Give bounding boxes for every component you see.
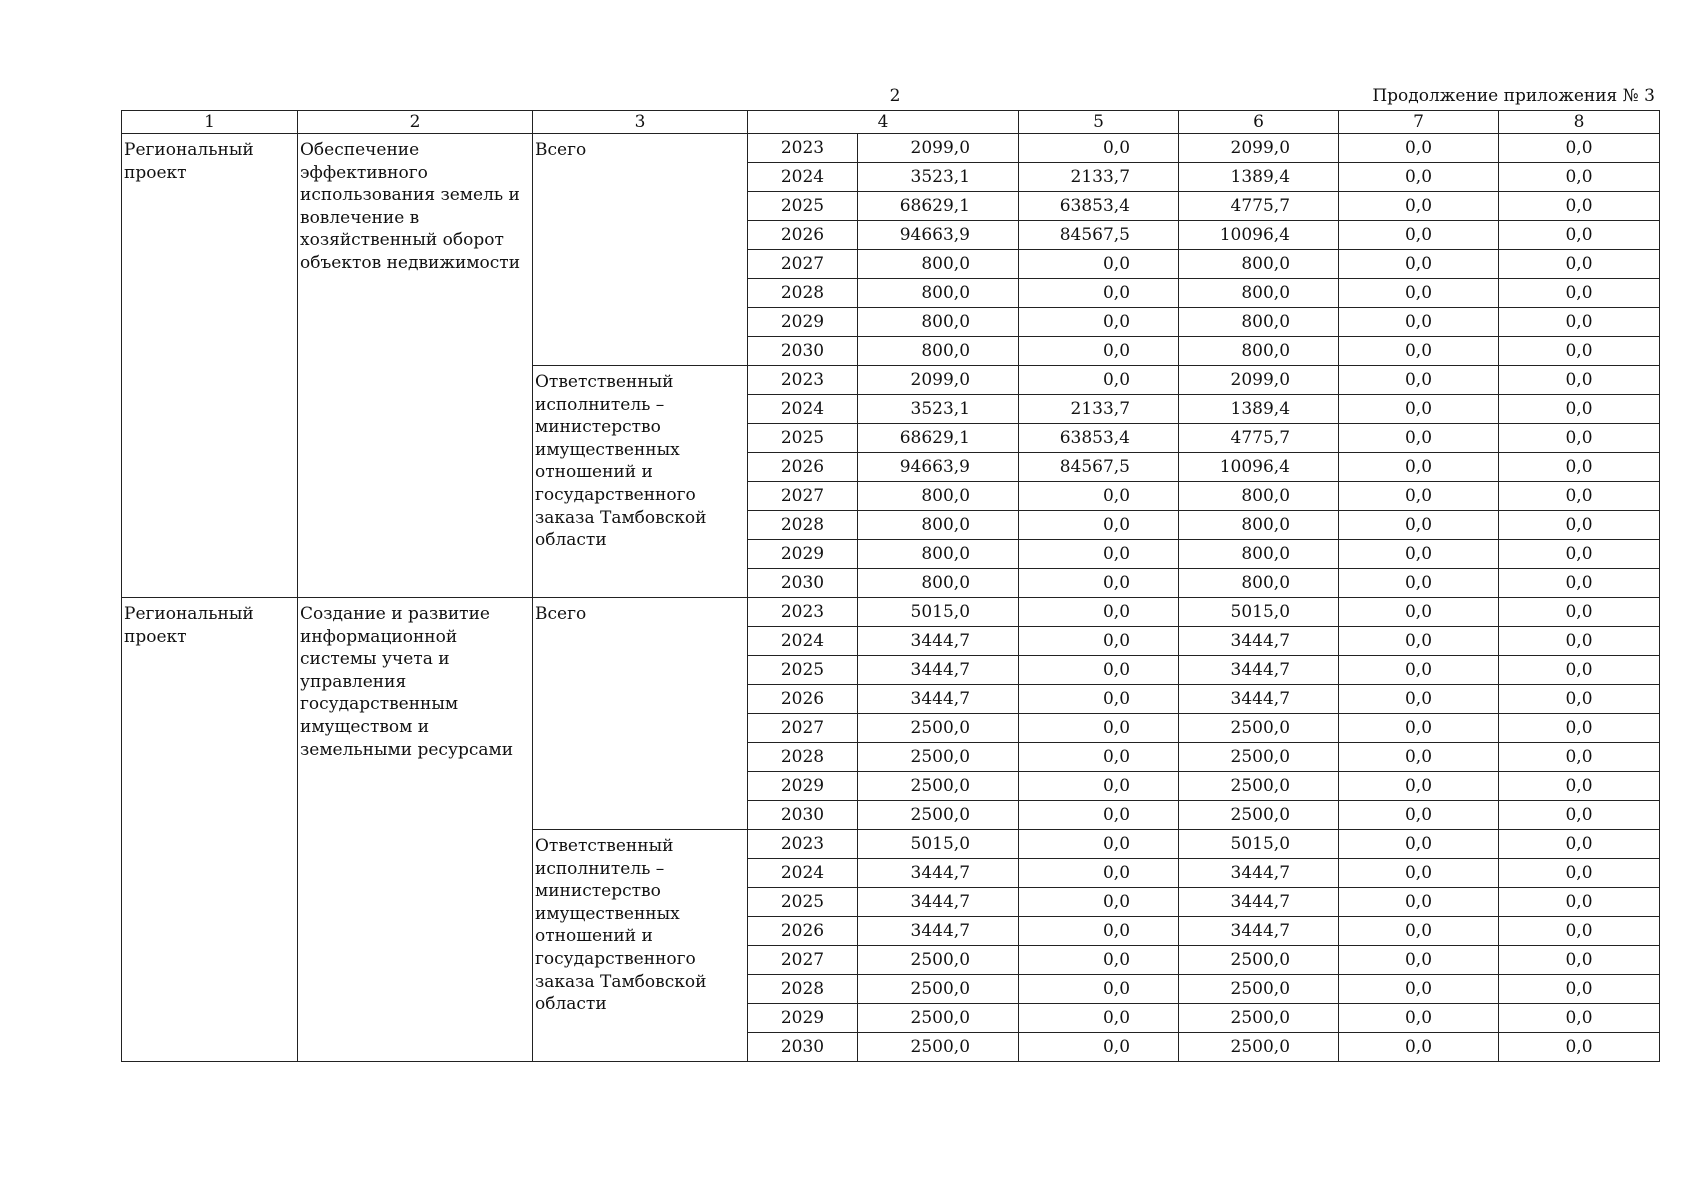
regional-cell: 3444,7 [1179,859,1339,888]
col7-cell: 0,0 [1339,569,1499,598]
col8-cell: 0,0 [1499,946,1660,975]
regional-cell: 2500,0 [1179,1004,1339,1033]
col8-cell: 0,0 [1499,192,1660,221]
col-header-5: 5 [1019,111,1179,134]
col7-cell: 0,0 [1339,453,1499,482]
col7-cell: 0,0 [1339,1004,1499,1033]
col7-cell: 0,0 [1339,366,1499,395]
total-cell: 5015,0 [858,598,1019,627]
project-name: Создание и развитие информационной системы учета и управления государственным имуществом и земельными ресурсами [298,598,533,1062]
col8-cell: 0,0 [1499,801,1660,830]
regional-cell: 2099,0 [1179,366,1339,395]
regional-cell: 800,0 [1179,337,1339,366]
table-row [122,598,1660,627]
regional-cell: 2500,0 [1179,714,1339,743]
regional-cell: 3444,7 [1179,656,1339,685]
col8-cell: 0,0 [1499,1033,1660,1062]
col8-cell: 0,0 [1499,337,1660,366]
federal-cell: 0,0 [1019,946,1179,975]
page-number: 2 [889,86,901,106]
regional-cell: 3444,7 [1179,917,1339,946]
regional-cell: 800,0 [1179,482,1339,511]
total-cell: 3444,7 [858,859,1019,888]
regional-cell: 2500,0 [1179,946,1339,975]
regional-cell: 2500,0 [1179,743,1339,772]
year-cell: 2027 [748,482,858,511]
year-cell: 2028 [748,975,858,1004]
federal-cell: 0,0 [1019,656,1179,685]
col7-cell: 0,0 [1339,743,1499,772]
total-cell: 2500,0 [858,801,1019,830]
total-cell: 2500,0 [858,975,1019,1004]
col7-cell: 0,0 [1339,830,1499,859]
total-cell: 3523,1 [858,395,1019,424]
total-cell: 800,0 [858,308,1019,337]
col8-cell: 0,0 [1499,714,1660,743]
col8-cell: 0,0 [1499,163,1660,192]
federal-cell: 0,0 [1019,830,1179,859]
header-row [122,111,1660,134]
year-cell: 2026 [748,917,858,946]
total-cell: 2500,0 [858,743,1019,772]
col7-cell: 0,0 [1339,772,1499,801]
federal-cell: 0,0 [1019,337,1179,366]
col7-cell: 0,0 [1339,801,1499,830]
col7-cell: 0,0 [1339,424,1499,453]
col8-cell: 0,0 [1499,511,1660,540]
federal-cell: 0,0 [1019,279,1179,308]
col8-cell: 0,0 [1499,308,1660,337]
regional-cell: 2500,0 [1179,975,1339,1004]
total-cell: 68629,1 [858,192,1019,221]
year-cell: 2029 [748,540,858,569]
col7-cell: 0,0 [1339,221,1499,250]
col7-cell: 0,0 [1339,627,1499,656]
col-header-4: 4 [748,111,1019,134]
total-cell: 94663,9 [858,221,1019,250]
col8-cell: 0,0 [1499,134,1660,163]
total-cell: 3444,7 [858,917,1019,946]
total-cell: 2500,0 [858,1004,1019,1033]
regional-cell: 4775,7 [1179,192,1339,221]
federal-cell: 0,0 [1019,250,1179,279]
col7-cell: 0,0 [1339,859,1499,888]
federal-cell: 0,0 [1019,366,1179,395]
year-cell: 2023 [748,134,858,163]
col8-cell: 0,0 [1499,859,1660,888]
regional-cell: 800,0 [1179,279,1339,308]
col8-cell: 0,0 [1499,366,1660,395]
total-cell: 5015,0 [858,830,1019,859]
total-cell: 2099,0 [858,134,1019,163]
federal-cell: 0,0 [1019,569,1179,598]
regional-cell: 3444,7 [1179,685,1339,714]
col7-cell: 0,0 [1339,540,1499,569]
federal-cell: 0,0 [1019,975,1179,1004]
federal-cell: 0,0 [1019,714,1179,743]
project-type: Региональный проект [122,134,298,598]
federal-cell: 0,0 [1019,888,1179,917]
total-cell: 800,0 [858,511,1019,540]
year-cell: 2025 [748,888,858,917]
col7-cell: 0,0 [1339,395,1499,424]
year-cell: 2029 [748,772,858,801]
col7-cell: 0,0 [1339,946,1499,975]
year-cell: 2024 [748,859,858,888]
regional-cell: 2500,0 [1179,801,1339,830]
col8-cell: 0,0 [1499,627,1660,656]
total-cell: 68629,1 [858,424,1019,453]
regional-cell: 1389,4 [1179,395,1339,424]
federal-cell: 0,0 [1019,1004,1179,1033]
col8-cell: 0,0 [1499,1004,1660,1033]
regional-cell: 800,0 [1179,308,1339,337]
regional-cell: 4775,7 [1179,424,1339,453]
federal-cell: 2133,7 [1019,395,1179,424]
year-cell: 2028 [748,279,858,308]
total-cell: 2500,0 [858,946,1019,975]
col8-cell: 0,0 [1499,424,1660,453]
col7-cell: 0,0 [1339,1033,1499,1062]
col-header-8: 8 [1499,111,1660,134]
col7-cell: 0,0 [1339,337,1499,366]
col8-cell: 0,0 [1499,453,1660,482]
regional-cell: 1389,4 [1179,163,1339,192]
year-cell: 2030 [748,337,858,366]
federal-cell: 0,0 [1019,917,1179,946]
regional-cell: 2099,0 [1179,134,1339,163]
regional-cell: 5015,0 [1179,598,1339,627]
year-cell: 2028 [748,743,858,772]
regional-cell: 800,0 [1179,540,1339,569]
col7-cell: 0,0 [1339,250,1499,279]
year-cell: 2026 [748,221,858,250]
col7-cell: 0,0 [1339,279,1499,308]
federal-cell: 0,0 [1019,482,1179,511]
year-cell: 2025 [748,424,858,453]
year-cell: 2029 [748,308,858,337]
total-cell: 800,0 [858,337,1019,366]
regional-cell: 3444,7 [1179,627,1339,656]
federal-cell: 0,0 [1019,1033,1179,1062]
year-cell: 2026 [748,685,858,714]
year-cell: 2027 [748,250,858,279]
col7-cell: 0,0 [1339,308,1499,337]
col7-cell: 0,0 [1339,163,1499,192]
year-cell: 2024 [748,627,858,656]
col8-cell: 0,0 [1499,598,1660,627]
col8-cell: 0,0 [1499,830,1660,859]
total-cell: 3523,1 [858,163,1019,192]
regional-cell: 10096,4 [1179,453,1339,482]
federal-cell: 0,0 [1019,540,1179,569]
total-cell: 3444,7 [858,656,1019,685]
federal-cell: 84567,5 [1019,453,1179,482]
federal-cell: 0,0 [1019,511,1179,540]
continuation-note: Продолжение приложения № 3 [1372,86,1655,106]
group-label: Ответственный исполнитель – министерство имущественных отношений и государственного заказа Тамбовской области [533,830,748,1062]
total-cell: 3444,7 [858,627,1019,656]
table-body [122,111,1660,1062]
federal-cell: 0,0 [1019,772,1179,801]
federal-cell: 0,0 [1019,859,1179,888]
col8-cell: 0,0 [1499,569,1660,598]
federal-cell: 63853,4 [1019,424,1179,453]
federal-cell: 0,0 [1019,685,1179,714]
group-label: Всего [533,134,748,366]
year-cell: 2028 [748,511,858,540]
federal-cell: 0,0 [1019,308,1179,337]
year-cell: 2023 [748,830,858,859]
group-label: Всего [533,598,748,830]
regional-cell: 800,0 [1179,511,1339,540]
col8-cell: 0,0 [1499,772,1660,801]
regional-cell: 3444,7 [1179,888,1339,917]
col-header-1: 1 [122,111,298,134]
table-row [122,134,1660,163]
col8-cell: 0,0 [1499,279,1660,308]
year-cell: 2025 [748,656,858,685]
total-cell: 3444,7 [858,685,1019,714]
federal-cell: 84567,5 [1019,221,1179,250]
col7-cell: 0,0 [1339,714,1499,743]
col7-cell: 0,0 [1339,656,1499,685]
federal-cell: 0,0 [1019,743,1179,772]
regional-cell: 2500,0 [1179,772,1339,801]
col-header-3: 3 [533,111,748,134]
total-cell: 2099,0 [858,366,1019,395]
regional-cell: 10096,4 [1179,221,1339,250]
federal-cell: 0,0 [1019,627,1179,656]
col8-cell: 0,0 [1499,221,1660,250]
federal-cell: 63853,4 [1019,192,1179,221]
total-cell: 800,0 [858,540,1019,569]
project-name: Обеспечение эффективного использования земель и вовлечение в хозяйственный оборот объектов недвижимости [298,134,533,598]
year-cell: 2030 [748,801,858,830]
col7-cell: 0,0 [1339,917,1499,946]
total-cell: 800,0 [858,569,1019,598]
year-cell: 2029 [748,1004,858,1033]
total-cell: 94663,9 [858,453,1019,482]
total-cell: 800,0 [858,250,1019,279]
col8-cell: 0,0 [1499,975,1660,1004]
col8-cell: 0,0 [1499,540,1660,569]
col8-cell: 0,0 [1499,395,1660,424]
regional-cell: 800,0 [1179,569,1339,598]
federal-cell: 2133,7 [1019,163,1179,192]
year-cell: 2024 [748,163,858,192]
federal-cell: 0,0 [1019,801,1179,830]
total-cell: 2500,0 [858,1033,1019,1062]
col8-cell: 0,0 [1499,482,1660,511]
year-cell: 2023 [748,366,858,395]
total-cell: 2500,0 [858,772,1019,801]
year-cell: 2025 [748,192,858,221]
col8-cell: 0,0 [1499,685,1660,714]
year-cell: 2027 [748,714,858,743]
col8-cell: 0,0 [1499,888,1660,917]
total-cell: 2500,0 [858,714,1019,743]
year-cell: 2030 [748,1033,858,1062]
col-header-6: 6 [1179,111,1339,134]
federal-cell: 0,0 [1019,134,1179,163]
year-cell: 2023 [748,598,858,627]
total-cell: 3444,7 [858,888,1019,917]
year-cell: 2024 [748,395,858,424]
col7-cell: 0,0 [1339,134,1499,163]
col8-cell: 0,0 [1499,743,1660,772]
col7-cell: 0,0 [1339,482,1499,511]
regional-cell: 2500,0 [1179,1033,1339,1062]
budget-table [121,110,1660,1062]
group-label: Ответственный исполнитель – министерство имущественных отношений и государственного заказа Тамбовской области [533,366,748,598]
total-cell: 800,0 [858,482,1019,511]
col8-cell: 0,0 [1499,656,1660,685]
col7-cell: 0,0 [1339,685,1499,714]
col-header-2: 2 [298,111,533,134]
col8-cell: 0,0 [1499,250,1660,279]
col8-cell: 0,0 [1499,917,1660,946]
col-header-7: 7 [1339,111,1499,134]
col7-cell: 0,0 [1339,511,1499,540]
col7-cell: 0,0 [1339,888,1499,917]
col7-cell: 0,0 [1339,192,1499,221]
regional-cell: 800,0 [1179,250,1339,279]
federal-cell: 0,0 [1019,598,1179,627]
year-cell: 2027 [748,946,858,975]
year-cell: 2026 [748,453,858,482]
project-type: Региональный проект [122,598,298,1062]
year-cell: 2030 [748,569,858,598]
regional-cell: 5015,0 [1179,830,1339,859]
total-cell: 800,0 [858,279,1019,308]
col7-cell: 0,0 [1339,598,1499,627]
col7-cell: 0,0 [1339,975,1499,1004]
